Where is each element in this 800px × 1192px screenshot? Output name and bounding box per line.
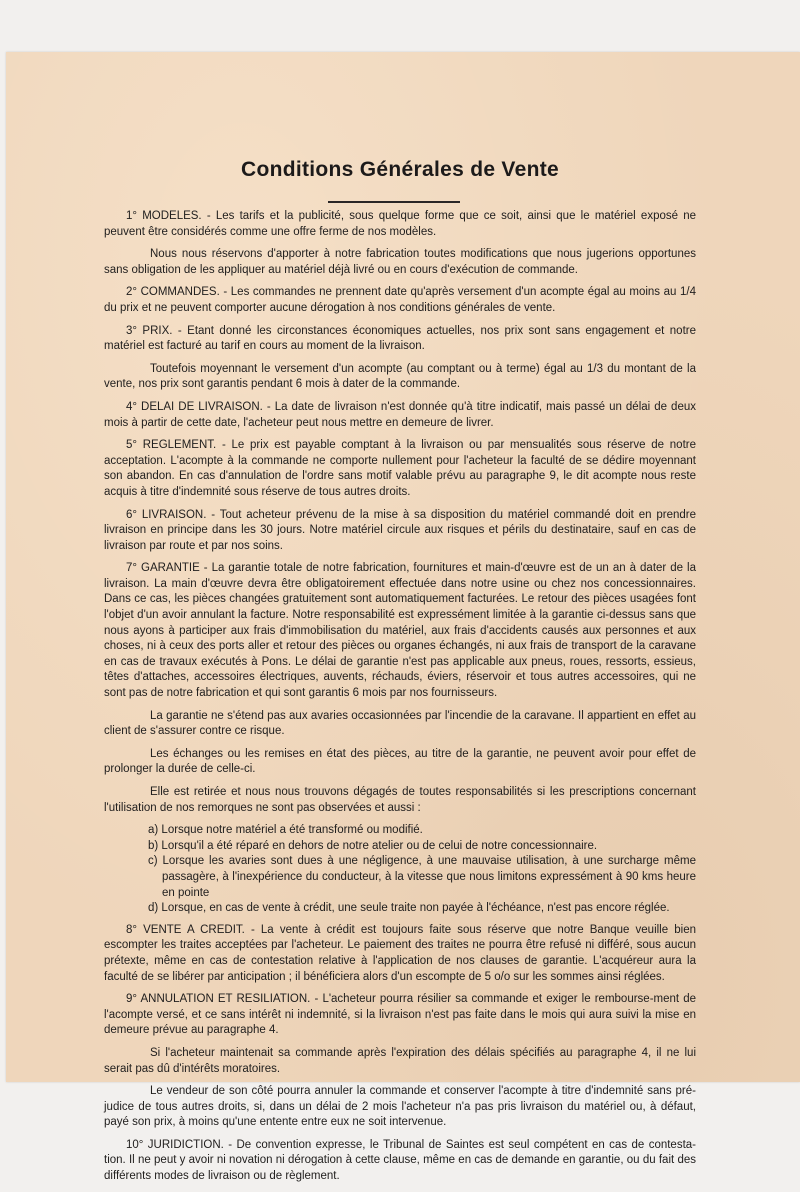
paragraph: Toutefois moyennant le versement d'un acompte (au comptant ou à terme) égal au 1/3 du montant de la vente, nos prix sont garantis pendant 6 mois à dater de la commande. xyxy=(104,362,696,391)
warranty-exclusions-list xyxy=(104,823,696,917)
paragraph: 1° MODELES. - Les tarifs et la publicité, sous quelque forme que ce soit, ainsi que le matériel exposé ne peuvent être considérés comme une offre ferme de nos modèles. xyxy=(104,210,696,238)
list-item: b) Lorsqu'il a été réparé en dehors de notre atelier ou de celui de notre concessionnaire. xyxy=(148,839,598,852)
paragraph: 2° COMMANDES. - Les commandes ne prennent date qu'après versement d'un acompte égal au moins au 1/4 du prix et ne peuvent comporter aucune dérogation à nos conditions générales de vente. xyxy=(104,286,696,314)
document-title: Conditions Générales de Vente xyxy=(241,158,559,181)
paragraph: 9° ANNULATION ET RESILIATION. - L'acheteur pourra résilier sa commande et exiger le rembourse-ment de l'acompte versé, et ce sans intérêt ni indemnité, si la livraison n'est pas faite dans le mois qui aura suivi la mise en demeure prévue au paragraphe 4. xyxy=(104,993,696,1037)
title-underline xyxy=(328,201,460,203)
conditions-body xyxy=(104,209,696,1192)
paragraph: Le vendeur de son côté pourra annuler la commande et conserver l'acompte à titre d'indemnité sans pré-judice de tous autres droits, si, dans un délai de 2 mois l'acheteur n'a pas pris livraison du matériel ou, à défaut, payé son prix, à moins qu'une entente entre eux ne soit intervenue. xyxy=(104,1085,696,1129)
paragraph: Elle est retirée et nous nous trouvons dégagés de toutes responsabilités si les prescriptions concernant l'utilisation de nos remorques ne sont pas observées et aussi : xyxy=(104,786,696,814)
paragraph: La garantie ne s'étend pas aux avaries occasionnées par l'incendie de la caravane. Il appartient en effet au client de s'assurer contre ce risque. xyxy=(104,709,696,738)
paragraph: 5° REGLEMENT. - Le prix est payable comptant à la livraison ou par mensualités sous réserve de notre acceptation. L'acompte à la commande ne comporte nullement pour l'acheteur la faculté de se dédire moyennant son abandon. En cas d'annulation de l'ordre sans motif valable prévu au paragraphe 9, le dit acompte nous reste acquis à titre d'indemnité sous réserve de tous autres droits. xyxy=(104,439,696,498)
paragraph: Les échanges ou les remises en état des pièces, au titre de la garantie, ne peuvent avoir pour effet de prolonger la durée de celle-ci. xyxy=(104,747,696,776)
paragraph: 7° GARANTIE - La garantie totale de notre fabrication, fournitures et main-d'œuvre est de un an à dater de la livraison. La main d'œuvre devra être obligatoirement effectuée dans notre usine ou chez nos concessionnaires. Dans ce cas, les pièces changées gratuitement sont automatiquement facturées. Le retour des pièces usagées font l'objet d'un avoir annulant la facture. Notre responsabilité est expressément limitée à la garantie ci-dessus sans que nous ayons à participer aux frais d'immobilisation du matériel, aux frais d'accidents causés aux personnes et aux choses, ni à ceux des ports aller et retour des pièces ou organes échangés, ni aux frais de transport de la caravane en cas de travaux exécutés à Pons. Le délai de garantie n'est pas applicable aux pneus, roues, ressorts, essieus, têtes d'attaches, accessoires électriques, auvents, réchauds, éviers, réservoir et tous autres accessoires, qui ne sont pas de notre fabrication et qui sont garantis 6 mois par nos fournisseurs. xyxy=(104,562,696,700)
paragraph: 3° PRIX. - Etant donné les circonstances économiques actuelles, nos prix sont sans engagement et notre matériel est facturé au tarif en cours au moment de la livraison. xyxy=(104,324,696,353)
paragraph: 10° JURIDICTION. - De convention expresse, le Tribunal de Saintes est seul compétent en cas de contesta-tion. Il ne peut y avoir ni novation ni dérogation à cette clause, même en cas de demande en garantie, ou du fait des différents modes de livraison ou de règlement. xyxy=(104,1138,696,1183)
list-item: d) Lorsque, en cas de vente à crédit, une seule traite non payée à l'échéance, n'est pas encore réglée. xyxy=(148,902,670,915)
paragraph: Nous nous réservons d'apporter à notre fabrication toutes modifications que nous jugerions opportunes sans obligation de les appliquer au matériel déjà livré ou en cours d'exécution de commande. xyxy=(104,248,696,276)
paragraph: 6° LIVRAISON. - Tout acheteur prévenu de la mise à sa disposition du matériel commandé doit en prendre livraison en principe dans les 30 jours. Notre matériel circule aux risques et périls du destinataire, sauf en cas de livraison par route et par nos soins. xyxy=(104,508,696,552)
paragraph: 4° DELAI DE LIVRAISON. - La date de livraison n'est donnée qu'à titre indicatif, mais passé un délai de deux mois à partir de cette date, l'acheteur peut nous mettre en demeure de livrer. xyxy=(104,400,696,429)
paragraph: 8° VENTE A CREDIT. - La vente à crédit est toujours faite sous réserve que notre Banque veuille bien escompter les traites acceptées par l'acheteur. Le paiement des traites ne pourra être refusé ni différé, sous aucun prétexte, même en cas de contestation relative à l'application de nos clauses de garantie. L'acquéreur aura la faculté de se libérer par anticipation ; il bénéficiera alors d'un escompte de 5 o/o sur les sommes ainsi réglées. xyxy=(104,923,696,983)
paragraph: Si l'acheteur maintenait sa commande après l'expiration des délais spécifiés au paragraphe 4, il ne lui serait pas dû d'intérêts moratoires. xyxy=(104,1046,696,1075)
list-item: a) Lorsque notre matériel a été transformé ou modifié. xyxy=(148,824,423,837)
list-item: c) Lorsque les avaries sont dues à une négligence, à une mauvaise utilisation, à une surcharge même passagère, à l'inexpérience du conducteur, à la vitesse que nous limitons expressément à 90 kms heure en pointe xyxy=(148,855,696,899)
